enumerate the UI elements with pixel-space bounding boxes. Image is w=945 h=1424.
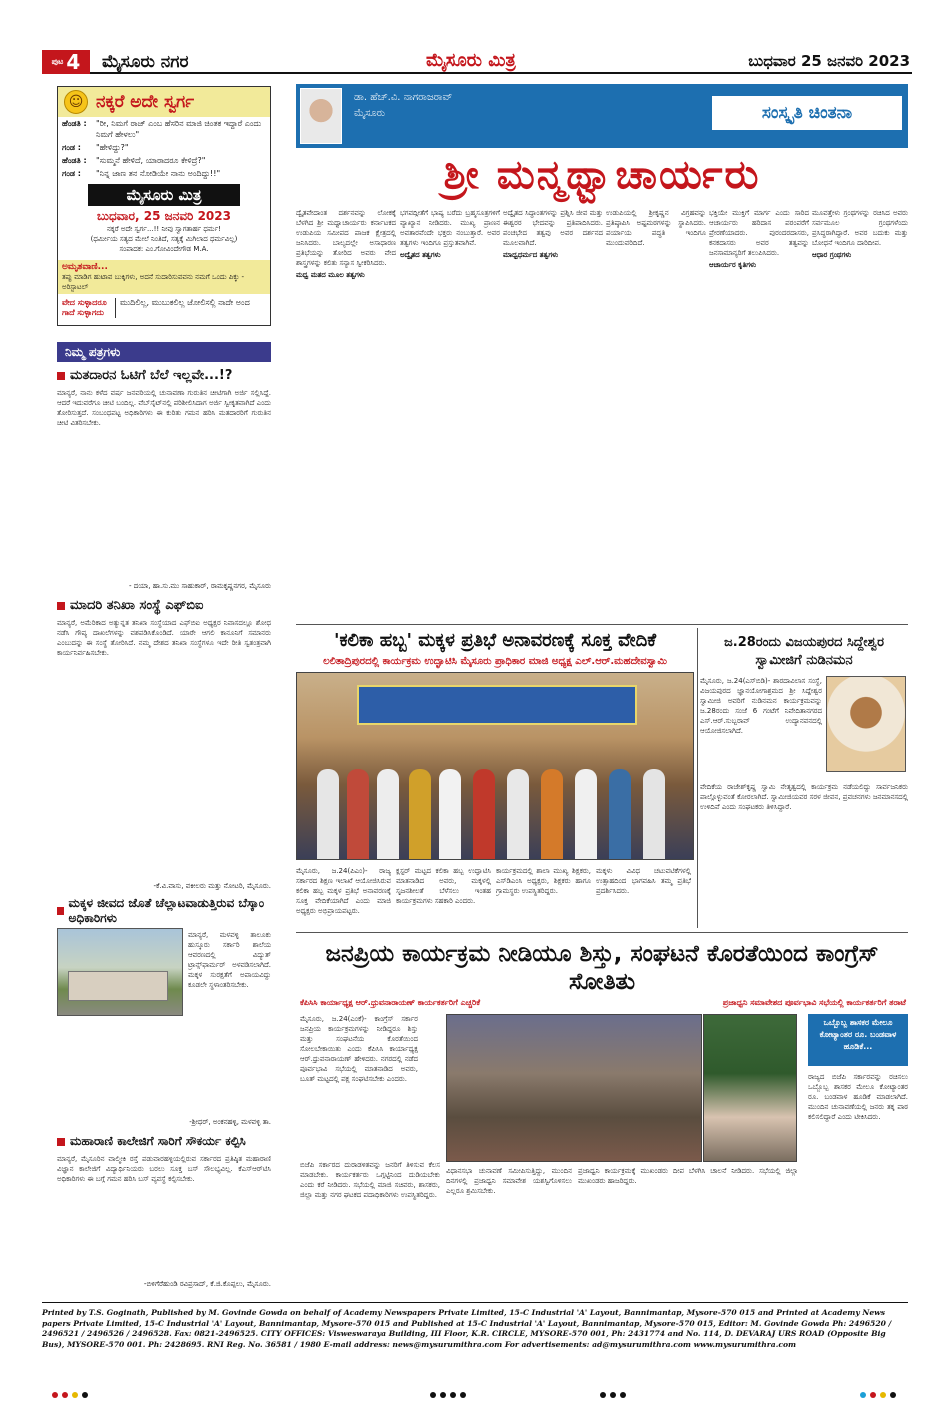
congress-column: ಬಿಜೆಪಿ ಸರ್ಕಾರದ ದುರಾಡಳಿತವನ್ನು ಜನರಿಗೆ ತಿಳಿಸುವ ಕೆಲಸ ಮಾಡಬೇಕು. ಕಾರ್ಯಕರ್ತರು ಒಗ್ಗಟ್ಟಿನಿಂದ ದುಡಿಯಬೇಕು ಎಂದು ಕರೆ ನೀಡಿದರು. ಸಭೆಯಲ್ಲಿ ಮಾಜಿ ಸಚಿವರು, ಶಾಸಕರು, ಜಿಲ್ಲಾ ಮತ್ತು ನಗರ ಘಟಕದ ಪದಾಧಿಕಾರಿಗಳು ಉಪಸ್ಥಿತರಿದ್ದರು. — [300, 1161, 440, 1199]
letter-body: ಮಾನ್ಯರೆ, ಮಳವಳ್ಳಿ ತಾಲೂಕು ಹುಸ್ಕೂರು ಸರ್ಕಾರಿ ಶಾಲೆಯ ಆವರಣದಲ್ಲಿ ವಿದ್ಯುತ್ ಟ್ರಾನ್ಸ್‌ಫಾರ್ಮರ್ ಅಳವಡಿಸಲಾಗಿದೆ. ಮಕ್ಕಳ ಸುರಕ್ಷತೆಗೆ ಅಪಾಯವಿದ್ದು ಕೂಡಲೇ ಸ್ಥಳಾಂತರಿಸಬೇಕು. — [188, 931, 271, 989]
issue-date: ಬುಧವಾರ 25 ಜನವರಿ 2023 — [748, 52, 910, 70]
letter-body: ಮಾನ್ಯರೆ, ನಾನು ಕಳೆದ ವರ್ಷ ಜನವರಿಯಲ್ಲಿ ಚುನಾವಣಾ ಗುರುತಿನ ಚೀಟಿಗಾಗಿ ಅರ್ಜಿ ಸಲ್ಲಿಸಿದ್ದೆ. ಆದರೆ ಇದುವರೆಗೂ ಚೀಟಿ ಬಂದಿಲ್ಲ. ವೆಬ್‌ಸೈಟ್‌ನಲ್ಲಿ ಪರಿಶೀಲಿಸಿದಾಗ ಅರ್ಜಿ ಸ್ವೀಕೃತವಾಗಿದೆ ಎಂದು ತೋರಿಸುತ್ತದೆ. ಸಂಬಂಧಪಟ್ಟ ಅಧಿಕಾರಿಗಳು ಈ ಕುರಿತು ಗಮನ ಹರಿಸಿ ಮತದಾರರಿಗೆ ಗುರುತಿನ ಚೀಟಿ ವಿತರಿಸಬೇಕು. — [57, 389, 271, 427]
photo-caption: ವಿಧಾನಸಭಾ ಚುನಾವಣೆ ಸಮೀಪಿಸುತ್ತಿದ್ದು, ಮುಂದಿನ ದಿನಗಳಲ್ಲಿ ಪ್ರಜಾಧ್ವನಿ ಸಮಾವೇಶ ಯಶಸ್ವಿಗೊಳಿಸಲು ಎಲ್ಲರೂ ಶ್ರಮಿಸಬೇಕು. — [446, 1167, 572, 1195]
proverb-text: ಮುದಿಲಿಲ್ಲ, ಮುಬುಕಲಿಲ್ಲ ಜೋಲಿಸಲ್ಲಿ ನಾದೇ ಅಂದ — [120, 298, 250, 307]
page-label: ಪುಟ — [51, 57, 64, 66]
congress-sub-left: ಕೆಪಿಸಿಸಿ ಕಾರ್ಯಾಧ್ಯಕ್ಷ ಆರ್.ಧ್ರುವನಾರಾಯಣ್ ಕಾರ್ಯಕರ್ತರಿಗೆ ಎಚ್ಚರಿಕೆ — [300, 998, 481, 1007]
humor-header — [58, 87, 270, 117]
author-byline — [354, 90, 452, 122]
letter-signature: -ಕೆ.ವಿ.ವಾಸು, ವಕೀಲರು ಮತ್ತು ನೋಟರಿ, ಮೈಸೂರು. — [153, 882, 271, 890]
letter-title: ಮಹಾರಾಣಿ ಕಾಲೇಜಿಗೆ ಸಾರಿಗೆ ಸೌಕರ್ಯ ಕಲ್ಪಿಸಿ — [57, 1134, 271, 1149]
stage-banner — [357, 685, 637, 725]
article-column: ಉಡುಪಿಯಲ್ಲಿ ಶ್ರೀಕೃಷ್ಣನ ವಿಗ್ರಹವನ್ನು ಪ್ರತಿಷ್ಠಾಪಿಸಿ ಅಷ್ಟಮಠಗಳನ್ನು ಸ್ಥಾಪಿಸಿದರು. ಪರ್ಯಾಯ ಪದ್ಧತಿ ಇಂದಿಗೂ ಮುಂದುವರಿದಿದೆ. — [606, 209, 706, 247]
laughing-face-icon: ☺ — [64, 90, 88, 114]
congress-headline: ಜನಪ್ರಿಯ ಕಾರ್ಯಕ್ರಮ ನೀಡಿಯೂ ಶಿಸ್ತು, ಸಂಘಟನೆ ಕೊರತೆಯಿಂದ ಕಾಂಗ್ರೆಸ್ ಸೋತಿತು — [325, 941, 879, 995]
proverb-label: ವೇದ ಸುಳ್ಳಾದರೂ ಗಾದೆ ಸುಳ್ಳಾಗದು — [58, 298, 116, 318]
sidebar-box-text: ರಾಜ್ಯದ ಬಿಜೆಪಿ ಸರ್ಕಾರವನ್ನು ರಚಿಸಲು ಒಬ್ಬೊಬ್ಬ ಶಾಸಕರ ಮೇಲೂ ಕೋಟ್ಯಾಂತರ ರೂ. ಬಂಡವಾಳ ಹೂಡಿಕೆ ಮಾಡಲಾಗಿದೆ. ಮುಂದಿನ ಚುನಾವಣೆಯಲ್ಲಿ ಜನರು ತಕ್ಕ ಪಾಠ ಕಲಿಸಲಿದ್ದಾರೆ ಎಂದು ಟೀಕಿಸಿದರು. — [808, 1073, 908, 1121]
sidebar-box-headline: ಒಬ್ಬೊಬ್ಬ ಶಾಸಕರ ಮೇಲೂ ಕೋಟ್ಯಾಂತರ ರೂ. ಬಂಡವಾಳ ಹೂಡಿಕೆ... — [808, 1014, 908, 1066]
registration-marks — [600, 1392, 626, 1400]
page-header — [42, 48, 912, 74]
section-title: ಮೈಸೂರು ನಗರ — [102, 52, 189, 72]
kalika-column: ಮೈಸೂರು, ಜ.24(ಪಿಎಂ)- ರಾಜ್ಯ ಸರ್ಕಾರದ ಶಿಕ್ಷಣ ಇಲಾಖೆ ಆಯೋಜಿಸಿರುವ ಕಲಿಕಾ ಹಬ್ಬ ಮಕ್ಕಳ ಪ್ರತಿಭೆ ಅನಾವರಣಕ್ಕೆ ಸೂಕ್ತ ವೇದಿಕೆಯಾಗಿದೆ ಎಂದು ಮಾಜಿ ಅಧ್ಯಕ್ಷರು ಅಭಿಪ್ರಾಯಪಟ್ಟರು. — [296, 867, 391, 915]
congress-column: ಮೈಸೂರು, ಜ.24(ಎಂಕೆ)- ಕಾಂಗ್ರೆಸ್ ಸರ್ಕಾರ ಜನಪ್ರಿಯ ಕಾರ್ಯಕ್ರಮಗಳನ್ನು ನೀಡಿದ್ದರೂ ಶಿಸ್ತು ಮತ್ತು ಸಂಘಟನೆಯ ಕೊರತೆಯಿಂದ ಸೋಲಬೇಕಾಯಿತು ಎಂದು ಕೆಪಿಸಿಸಿ ಕಾರ್ಯಾಧ್ಯಕ್ಷ ಆರ್.ಧ್ರುವನಾರಾಯಣ್ ಹೇಳಿದರು. ನಗರದಲ್ಲಿ ನಡೆದ ಪೂರ್ವಭಾವಿ ಸಭೆಯಲ್ಲಿ ಮಾತನಾಡಿದ ಅವರು, ಬೂತ್ ಮಟ್ಟದಲ್ಲಿ ಪಕ್ಷ ಸಂಘಟಿಸಬೇಕು ಎಂದರು. — [300, 1015, 418, 1083]
registration-marks — [430, 1392, 466, 1400]
imprint-line: Printed by T.S. Goginath, Published by M. Govinde Gowda on behalf of Academy Newspapers Private Limited, 15-C Industrial 'A' Layout, Bannimantap, Mysore-570 015 and Printed at Academy News papers Private Limited, 15-C Industrial 'A' Layout, Bannimantap, Mysore-570 015 and Published at 15-C Industrial 'A' Layout, Bannimantap, Mysore-570 015, Editor: M. Govinde Gowda Ph: 2496520 / 2496521 / 2496526 / 2496528. Fax: 0821-2496525. CITY OFFICES: Visweswaraya Building, III Floor, K.R. CIRCLE, MYSORE-570 001, Ph: 2431774 and No. 114, D. DEVARAJ URS ROAD (Opposite Big Bus), MYSORE-570 001. Ph: 2428695. RNI Reg. No. 36581 / 1980 E-mail address: news@mysurumithra.com For advertisements: ad@mysurumithra.com www.mysurumithra.com — [42, 1308, 892, 1349]
article-column: ಅದ್ವೈತದ ಸಿದ್ಧಾಂತಗಳನ್ನು ಪ್ರಶ್ನಿಸಿ ಜೀವ ಮತ್ತು ಈಶ್ವರರ ಭೇದವನ್ನು ಪ್ರತಿಪಾದಿಸಿದರು. ಪಂಚಭೇದ ತತ್ವವು ಅವರ ದರ್ಶನದ ಮೂಲವಾಗಿದೆ. ಮಾಧ್ವಧರ್ಮದ ತತ್ವಗಳು — [503, 209, 603, 259]
mini-date: ಬುಧವಾರ, 25 ಜನವರಿ 2023 — [97, 209, 231, 223]
congress-meeting-photo — [446, 1014, 702, 1162]
paper-logo: ಮೈಸೂರು ಮಿತ್ರ — [426, 50, 516, 71]
congress-sub-right: ಪ್ರಜಾಧ್ವನಿ ಸಮಾವೇಶದ ಪೂರ್ವಭಾವಿ ಸಭೆಯಲ್ಲಿ ಕಾರ್ಯಕರ್ತರಿಗೆ ತರಾಟೆ — [722, 998, 906, 1007]
registration-marks — [860, 1392, 896, 1400]
kalika-event-photo — [296, 672, 694, 860]
humor-box — [57, 86, 271, 326]
letter-title: ಮತದಾರನ ಓಟಿಗೆ ಬೆಲೆ ಇಲ್ಲವೇ...!? — [57, 368, 271, 383]
article-headline: ಶ್ರೀ ಮನ್ಮಥ್ವಾಚಾರ್ಯರು — [443, 152, 761, 198]
letter-signature: - ದಯಾ, ಹಾ.ಸು.ಮು ಸಾಹುಕಾರ್, ರಾಮಕೃಷ್ಣನಗರ, ಮೈಸೂರು — [129, 582, 271, 590]
kalika-column: ಮಕ್ಕಳು ವಿವಿಧ ಚಟುವಟಿಕೆಗಳಲ್ಲಿ ಉತ್ಸಾಹದಿಂದ ಭಾಗವಹಿಸಿ ತಮ್ಮ ಪ್ರತಿಭೆ ಪ್ರದರ್ಶಿಸಿದರು. — [596, 867, 691, 895]
divider — [42, 1302, 908, 1303]
mini-subline: (ಧರ್ಮೀಯ ಸತ್ಯದ ಮೇಲೆ ನಿಂತಿದೆ, ಸತ್ಯಕ್ಕೆ ಮಿಗಿಲಾದ ಧರ್ಮವಿಲ್ಲ) — [90, 235, 238, 243]
photo-caption: ಪ್ರಜಾಧ್ವನಿ ಕಾರ್ಯಕ್ರಮಕ್ಕೆ ಮುಖಂಡರು ದೀಪ ಬೆಳಗಿಸಿ ಚಾಲನೆ ನೀಡಿದರು. ಸಭೆಯಲ್ಲಿ ಜಿಲ್ಲಾ ಮುಖಂಡರು ಹಾಜರಿದ್ದರು. — [578, 1167, 798, 1185]
siddeshwara-headline: ಜ.28ರಂದು ವಿಜಯಪುರದ ಸಿದ್ದೇಶ್ವರ ಸ್ವಾಮೀಜಿಗೆ ನುಡಿನಮನ — [724, 635, 884, 668]
siddeshwara-body: ವೇದಿಕೆಯ ರಾಜೇಶ್‌ಕೃಷ್ಣ ಸ್ವಾಮಿ ನೇತೃತ್ವದಲ್ಲಿ ಕಾರ್ಯಕ್ರಮ ನಡೆಯಲಿದ್ದು ಸಾರ್ವಜನಿಕರು ಪಾಲ್ಗೊಳ್ಳುವಂತೆ ಕೋರಲಾಗಿದೆ. ಸ್ವಾಮೀಜಿಯವರ ಸರಳ ಜೀವನ, ಪ್ರವಚನಗಳು ಜನಮಾನಸದಲ್ಲಿ ಉಳಿದಿವೆ ಎಂದು ಸಂಘಟಕರು ತಿಳಿಸಿದ್ದಾರೆ. — [700, 783, 908, 811]
column-name: ಸಂಸ್ಕೃತಿ ಚಿಂತನಾ — [712, 96, 902, 130]
page-number-badge — [42, 50, 90, 74]
kalika-headline: 'ಕಲಿಕಾ ಹಬ್ಬ' ಮಕ್ಕಳ ಪ್ರತಿಭೆ ಅನಾವರಣಕ್ಕೆ ಸೂಕ್ತ ವೇದಿಕೆ — [333, 630, 657, 651]
mini-masthead: ಮೈಸೂರು ಮಿತ್ರ — [88, 184, 240, 206]
proverb-box — [58, 298, 270, 318]
article-column: ಭಕ್ತಿಯೇ ಮುಕ್ತಿಗೆ ಮಾರ್ಗ ಎಂದು ಸಾರಿದ ಆಚಾರ್ಯರು ಹರಿದಾಸ ಪರಂಪರೆಗೆ ಪ್ರೇರಣೆಯಾದರು. ಪುರಂದರದಾಸರು, ಕನಕದಾಸರು ಅವರ ತತ್ವವನ್ನು ಜನಸಾಮಾನ್ಯರಿಗೆ ತಲುಪಿಸಿದರು. ಆಚಾರ್ಯರ ಕೃತಿಗಳು — [709, 209, 809, 269]
humor-title: ನಕ್ಕರೆ ಅದೇ ಸ್ವರ್ಗ — [96, 92, 195, 112]
article-column: ಭಗವದ್ಗೀತೆಗೆ ಭಾಷ್ಯ ಬರೆದು ಬ್ರಹ್ಮಸೂತ್ರಗಳಿಗೆ ವ್ಯಾಖ್ಯಾನ ನೀಡಿದರು. ಮುಖ್ಯ ಪ್ರಾಣನ ಅವತಾರವೆಂದೇ ಭಕ್ತರು ನಂಬುತ್ತಾರೆ. ಅವರ ತತ್ವಗಳು ಇಂದಿಗೂ ಪ್ರಸ್ತುತವಾಗಿವೆ. ಅದ್ವೈತದ ತತ್ವಗಳು — [400, 209, 500, 259]
registration-marks — [52, 1392, 88, 1400]
congress-subheadlines — [300, 998, 906, 1008]
letter-signature: -ಶ್ರೀಧರ್, ಅಂಕನಹಳ್ಳಿ, ಮಳವಳ್ಳಿ ತಾ. — [189, 1118, 271, 1126]
divider — [296, 624, 908, 625]
letter-body: ಮಾನ್ಯರೆ, ಮೈಸೂರಿನ ವಾಲ್ಮೀಕಿ ರಸ್ತೆ ಪಡುವಾರಹಳ್ಳಿಯಲ್ಲಿರುವ ಸರ್ಕಾರದ ಪ್ರತಿಷ್ಠಿತ ಮಹಾರಾಣಿ ವಿಜ್ಞಾನ ಕಾಲೇಜಿಗೆ ವಿದ್ಯಾರ್ಥಿನಿಯರು ಬರಲು ಸೂಕ್ತ ಬಸ್ ಸೌಲಭ್ಯವಿಲ್ಲ. ಕೆಎಸ್‌ಆರ್‌ಟಿಸಿ ಅಧಿಕಾರಿಗಳು ಈ ಬಗ್ಗೆ ಗಮನ ಹರಿಸಿ ಬಸ್ ವ್ಯವಸ್ಥೆ ಕಲ್ಪಿಸಬೇಕು. — [57, 1155, 271, 1183]
mini-editor: ಸಂಪಾದಕ: ಎಂ.ಗೋವಿಂದೇಗೌಡ M.A. — [119, 245, 209, 253]
letter-body: ಮಾನ್ಯರೆ, ಅಮೆರಿಕಾದ ಅತ್ಯುನ್ನತ ತನಿಖಾ ಸಂಸ್ಥೆಯಾದ ಎಫ್‌ಬಿಐ ಅಧ್ಯಕ್ಷರ ನಿವಾಸದಲ್ಲೂ ಶೋಧ ನಡೆಸಿ ಗೌಪ್ಯ ದಾಖಲೆಗಳನ್ನು ವಶಪಡಿಸಿಕೊಂಡಿದೆ. ಯಾರೇ ಆಗಲಿ ಕಾನೂನಿಗೆ ಸಮಾನರು ಎಂಬುದನ್ನು ಈ ಸಂಸ್ಥೆ ತೋರಿಸಿದೆ. ನಮ್ಮ ದೇಶದ ತನಿಖಾ ಸಂಸ್ಥೆಗಳೂ ಇದೇ ರೀತಿ ಸ್ವತಂತ್ರವಾಗಿ ಕಾರ್ಯನಿರ್ವಹಿಸಬೇಕು. — [57, 619, 271, 657]
letter-title: ಮಕ್ಕಳ ಜೀವದ ಜೊತೆ ಚೆಲ್ಲಾಟವಾಡುತ್ತಿರುವ ಬೆಸ್ಕಾಂ ಅಧಿಕಾರಿಗಳು — [57, 896, 271, 926]
kalika-column: ಕ್ಲಸ್ಟರ್ ಮಟ್ಟದ ಕಲಿಕಾ ಹಬ್ಬ ಉದ್ಘಾಟಿಸಿ ಮಾತನಾಡಿದ ಅವರು, ಮಕ್ಕಳಲ್ಲಿ ಸೃಜನಶೀಲತೆ ಬೆಳೆಸಲು ಇಂತಹ ಕಾರ್ಯಕ್ರಮಗಳು ಸಹಕಾರಿ ಎಂದರು. — [396, 867, 491, 905]
divider — [697, 628, 698, 928]
article-column: ದ್ವೈತವೇದಾಂತ ದರ್ಶನವನ್ನು ಲೋಕಕ್ಕೆ ಬೆಳಗಿದ ಶ್ರೀ ಮಧ್ವಾಚಾರ್ಯರು ಕರ್ನಾಟಕದ ಉಡುಪಿಯ ಸಮೀಪದ ಪಾಜಕ ಕ್ಷೇತ್ರದಲ್ಲಿ ಜನಿಸಿದರು. ಬಾಲ್ಯದಲ್ಲೇ ಅಸಾಧಾರಣ ಪ್ರತಿಭೆಯನ್ನು ತೋರಿದ ಅವರು ವೇದ ಶಾಸ್ತ್ರಗಳನ್ನು ಕಲಿತು ಸನ್ಯಾಸ ಸ್ವೀಕರಿಸಿದರು. ಮಧ್ವ ಮತದ ಮೂಲ ತತ್ವಗಳು — [296, 209, 396, 279]
quote-label: ಅಮೃತವಾಣಿ... — [62, 262, 108, 272]
school-photo — [57, 928, 183, 1016]
author-name: ಡಾ. ಹೆಚ್.ವಿ. ನಾಗರಾಜರಾವ್ — [354, 92, 453, 103]
bullet-square-icon — [57, 602, 65, 610]
letter-signature: -ಬಿಳಿಗೆರೆಹುಂಡಿ ರವಿಪ್ರಸಾದ್, ಕೆ.ಜಿ.ಕೊಪ್ಪಲು, ಮೈಸೂರು. — [143, 1280, 271, 1288]
page-number: 4 — [66, 50, 81, 74]
mini-subline: ನಕ್ಕರೆ ಅದೇ ಸ್ವರ್ಗ...!! ನೀವು ಸ್ವಾಗತಾರ್ಹ ಧರ್ಮ! — [106, 225, 222, 233]
divider — [296, 932, 908, 933]
article-column: ಮೂವತ್ತೇಳು ಗ್ರಂಥಗಳನ್ನು ರಚಿಸಿದ ಅವರು ಸರ್ವಮೂಲ ಗ್ರಂಥಗಳೆಂದು ಪ್ರಸಿದ್ಧರಾಗಿದ್ದಾರೆ. ಅವರ ಬದುಕು ಮತ್ತು ಬೋಧನೆ ಇಂದಿಗೂ ದಾರಿದೀಪ. ಆಧಾರ ಗ್ರಂಥಗಳು — [812, 209, 908, 259]
siddeshwara-body: ಮೈಸೂರು, ಜ.24(ಎಸ್‌ಬಿಡಿ)- ಶಾರದಾವಿಲಾಸ ಸಂಸ್ಥೆ, ವಿಜಯಪುರದ ಜ್ಞಾನಯೋಗಾಶ್ರಮದ ಶ್ರೀ ಸಿದ್ದೇಶ್ವರ ಸ್ವಾಮೀಜಿ ಅವರಿಗೆ ನುಡಿನಮನ ಕಾರ್ಯಕ್ರಮವನ್ನು ಜ.28ರಂದು ಸಂಜೆ 6 ಗಂಟೆಗೆ ನಿವೇದಿತಾನಗರದ ಎಸ್.ಆರ್.ಸುಬ್ಬರಾವ್ ಉದ್ಯಾನವನದಲ್ಲಿ ಆಯೋಜಿಸಲಾಗಿದೆ. — [700, 677, 822, 735]
congress-lamp-photo — [703, 1014, 797, 1162]
swamiji-photo — [826, 676, 906, 772]
quote-box — [58, 260, 270, 294]
bullet-square-icon — [57, 372, 65, 380]
author-photo — [300, 88, 342, 144]
kalika-column: ಕಾರ್ಯಕ್ರಮದಲ್ಲಿ ಶಾಲಾ ಮುಖ್ಯ ಶಿಕ್ಷಕರು, ಎಸ್‌ಡಿಎಂಸಿ ಅಧ್ಯಕ್ಷರು, ಶಿಕ್ಷಕರು ಹಾಗೂ ಗ್ರಾಮಸ್ಥರು ಉಪಸ್ಥಿತರಿದ್ದರು. — [496, 867, 591, 895]
dialog-line: ಹೆಂಡತಿ : "ಸುಮ್ಮನೆ ಹೇಳಿದೆ, ಯಾರಾದರೂ ಕೇಳಿದ್ರೆ?" — [62, 156, 206, 165]
quote-text: ತಪ್ಪು ಮಾಡಿಗ ಹುಟಾವ ಬುಕ್ಕಿಗಳು, ಅದನೆ ಸುದಾರಿಸುವವನು ನಮಗೆ ಒಂದು ಪಿಕ್ಕು - ಅರಿಸ್ಟಾಟಲ್ — [62, 273, 245, 291]
letter-title: ಮಾದರಿ ತನಿಖಾ ಸಂಸ್ಥೆ ಎಫ್‌ಬಿಐ — [57, 598, 271, 613]
bullet-square-icon — [57, 1138, 65, 1146]
letters-section-tab: ನಿಮ್ಮ ಪತ್ರಗಳು — [57, 342, 271, 362]
bullet-square-icon — [57, 907, 64, 915]
dialog-line: ಗಂಡ : "ಹೇಳಿದ್ದು?" — [62, 143, 129, 152]
kalika-subheadline: ಲಲಿತಾದ್ರಿಪುರದಲ್ಲಿ ಕಾರ್ಯಕ್ರಮ ಉದ್ಘಾಟಿಸಿ ಮೈಸೂರು ಪ್ರಾಧಿಕಾರ ಮಾಜಿ ಅಧ್ಯಕ್ಷ ಎಲ್.ಆರ್.ಮಹದೇವಸ್ವಾಮಿ — [323, 656, 667, 667]
author-place: ಮೈಸೂರು — [354, 108, 386, 119]
dialog-line: ಹೆಂಡತಿ : "ರೀ, ನಿಮಗೆ ರಾಜ್ ಎಂಬ ಹೆಸರಿನ ಮಾಜಿ ಚಿಂತಕ ಇದ್ದಾರೆ ಎಂದು ನಿಮಗೆ ಹೇಳಲು" — [62, 119, 262, 139]
dialog-line: ಗಂಡ : "ನಿನ್ನ ಜಾಣ ತನ ನೋಡಿಯೇ ನಾನು ಅಂದಿದ್ದು!!" — [62, 169, 221, 178]
